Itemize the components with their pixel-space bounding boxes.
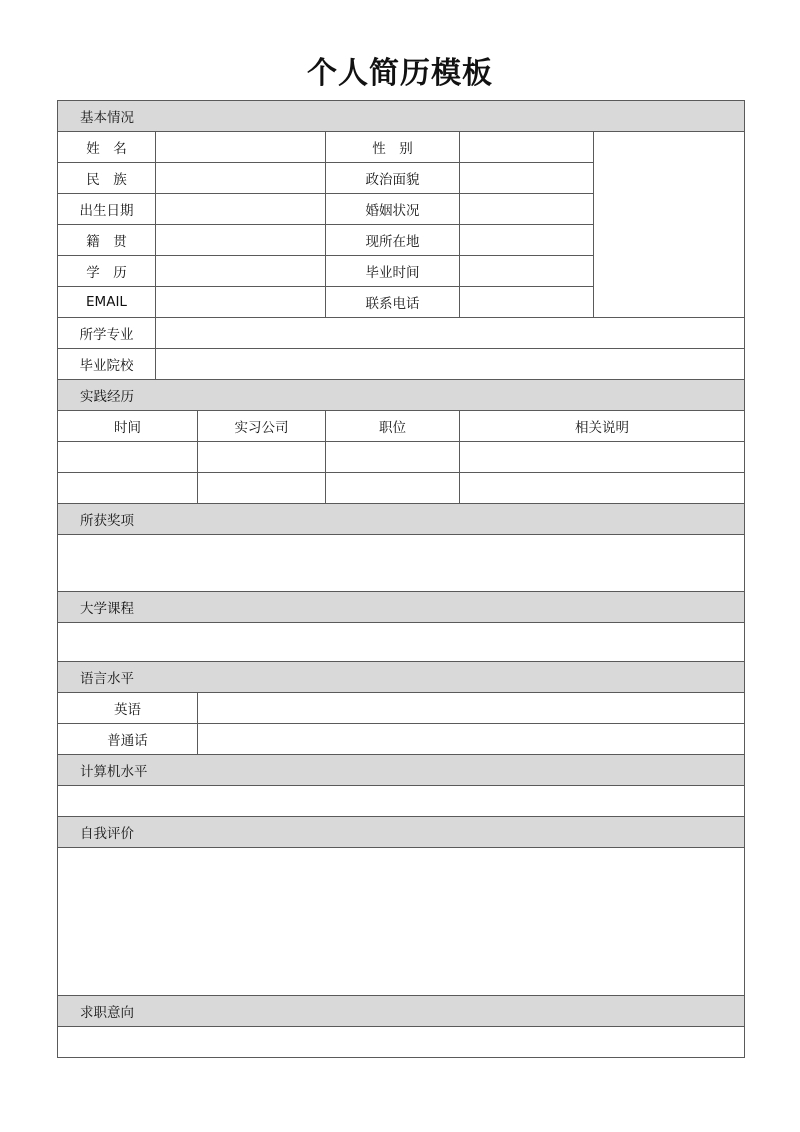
field-intent[interactable] — [58, 1027, 745, 1058]
label-grad-time: 毕业时间 — [326, 256, 460, 287]
label-email: EMAIL — [58, 287, 156, 318]
label-hometown: 籍 贯 — [58, 225, 156, 256]
section-self-eval: 自我评价 — [58, 817, 745, 848]
field-ethnicity[interactable] — [156, 163, 326, 194]
section-awards: 所获奖项 — [58, 504, 745, 535]
field-name[interactable] — [156, 132, 326, 163]
field-phone[interactable] — [460, 287, 594, 318]
section-practice: 实践经历 — [58, 380, 745, 411]
section-intent: 求职意向 — [58, 996, 745, 1027]
practice-company-2[interactable] — [198, 473, 326, 504]
section-courses: 大学课程 — [58, 592, 745, 623]
field-english[interactable] — [198, 693, 745, 724]
field-self-eval[interactable] — [58, 848, 745, 996]
field-email[interactable] — [156, 287, 326, 318]
field-school[interactable] — [156, 349, 745, 380]
page-title: 个人简历模板 — [307, 56, 493, 91]
field-hometown[interactable] — [156, 225, 326, 256]
resume-table — [57, 100, 745, 1058]
header-position: 职位 — [326, 411, 460, 442]
section-basic: 基本情况 — [58, 101, 745, 132]
label-school: 毕业院校 — [58, 349, 156, 380]
label-english: 英语 — [58, 693, 198, 724]
field-major[interactable] — [156, 318, 745, 349]
field-gender[interactable] — [460, 132, 594, 163]
practice-position-2[interactable] — [326, 473, 460, 504]
label-mandarin: 普通话 — [58, 724, 198, 755]
field-birthdate[interactable] — [156, 194, 326, 225]
field-awards[interactable] — [58, 535, 745, 592]
practice-time-2[interactable] — [58, 473, 198, 504]
field-courses[interactable] — [58, 623, 745, 662]
field-mandarin[interactable] — [198, 724, 745, 755]
practice-desc-2[interactable] — [460, 473, 745, 504]
field-marital[interactable] — [460, 194, 594, 225]
field-computer[interactable] — [58, 786, 745, 817]
label-name: 姓 名 — [58, 132, 156, 163]
label-birthdate: 出生日期 — [58, 194, 156, 225]
practice-time-1[interactable] — [58, 442, 198, 473]
practice-company-1[interactable] — [198, 442, 326, 473]
field-education[interactable] — [156, 256, 326, 287]
header-company: 实习公司 — [198, 411, 326, 442]
label-ethnicity: 民 族 — [58, 163, 156, 194]
photo-box[interactable] — [594, 132, 745, 318]
label-education: 学 历 — [58, 256, 156, 287]
section-language: 语言水平 — [58, 662, 745, 693]
practice-desc-1[interactable] — [460, 442, 745, 473]
label-location: 现所在地 — [326, 225, 460, 256]
label-marital: 婚姻状况 — [326, 194, 460, 225]
section-computer: 计算机水平 — [58, 755, 745, 786]
header-time: 时间 — [58, 411, 198, 442]
field-location[interactable] — [460, 225, 594, 256]
label-gender: 性 别 — [326, 132, 460, 163]
label-major: 所学专业 — [58, 318, 156, 349]
header-description: 相关说明 — [460, 411, 745, 442]
label-political: 政治面貌 — [326, 163, 460, 194]
field-grad-time[interactable] — [460, 256, 594, 287]
label-phone: 联系电话 — [326, 287, 460, 318]
field-political[interactable] — [460, 163, 594, 194]
practice-position-1[interactable] — [326, 442, 460, 473]
